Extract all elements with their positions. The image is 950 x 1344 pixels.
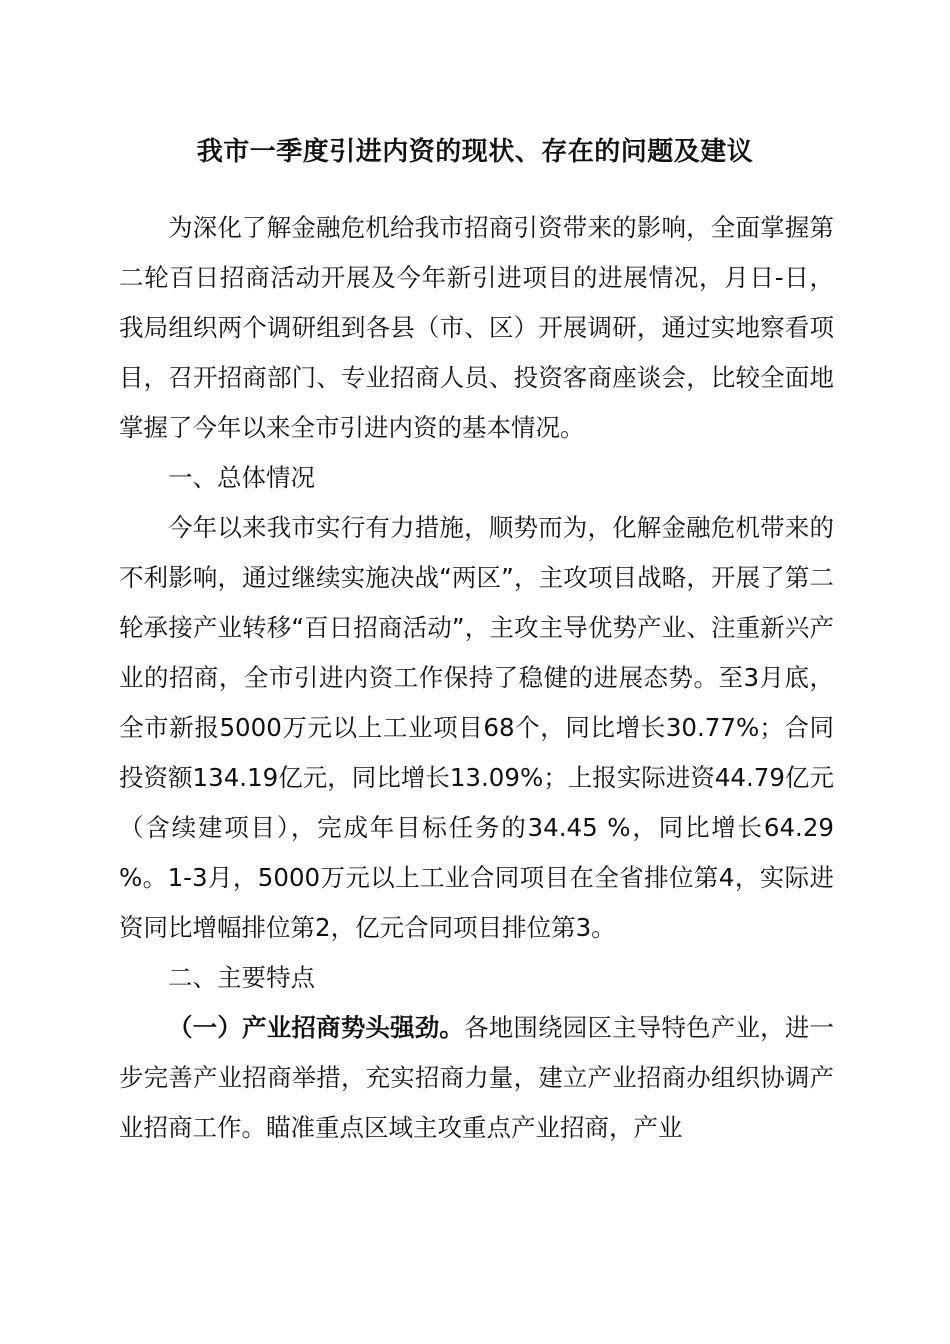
feature-1-text: 各地围绕园区主导特色产业，进一步完善产业招商举措，充实招商力量，建立产业招商办组织协调产业招商工作。瞄准重点区域主攻重点产业招商，产业 (119, 1013, 834, 1142)
overview-paragraph: 今年以来我市实行有力措施，顺势而为，化解金融危机带来的不利影响，通过继续实施决战“两区”，主攻项目战略，开展了第二轮承接产业转移“百日招商活动”，主攻主导优势产业、注重新兴产业的招商，全市引进内资工作保持了稳健的进展态势。至3月底，全市新报5000万元以上工业项目68个，同比增长30.77%；合同投资额134.19亿元，同比增长13.09%；上报实际进资44.79亿元（含续建项目），完成年目标任务的34.45 %，同比增长64.29 %。1-3月，5000万元以上工业合同项目在全省排位第4，实际进资同比增幅排位第2，亿元合同项目排位第3。 (119, 513, 834, 942)
feature-paragraph-1 (119, 1003, 834, 1153)
section-heading-features: 二、主要特点 (168, 963, 315, 992)
document-title: 我市一季度引进内资的现状、存在的问题及建议 (196, 137, 754, 167)
section-heading-overview: 一、总体情况 (168, 463, 315, 492)
feature-1-heading: （一）产业招商势头强劲。 (168, 1013, 465, 1042)
intro-paragraph: 为深化了解金融危机给我市招商引资带来的影响，全面掌握第二轮百日招商活动开展及今年新引进项目的进展情况，月日-日，我局组织两个调研组到各县（市、区）开展调研，通过实地察看项目，召开招商部门、专业招商人员、投资客商座谈会，比较全面地掌握了今年以来全市引进内资的基本情况。 (119, 213, 834, 442)
document-body (119, 203, 834, 1153)
